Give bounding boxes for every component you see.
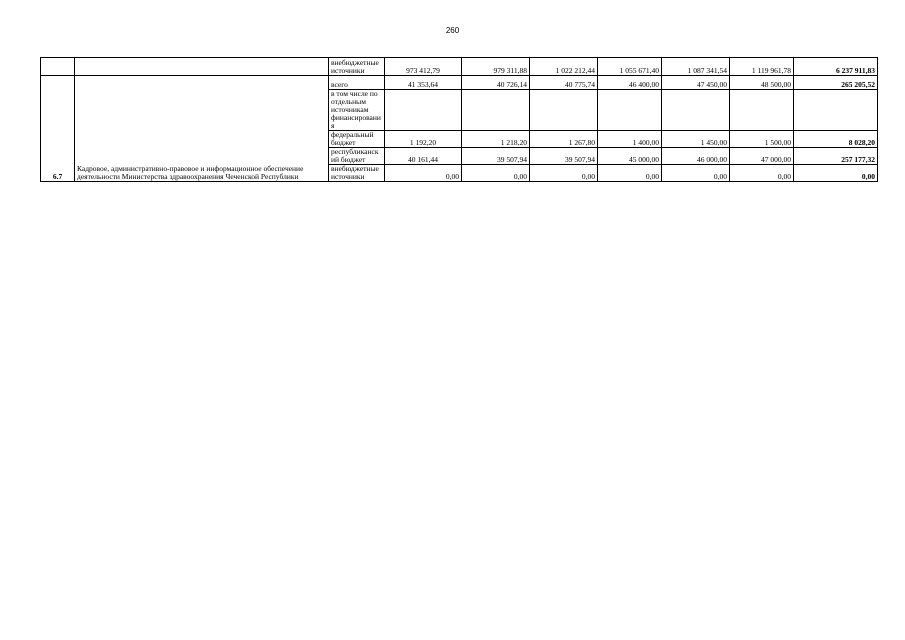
item-number-cell: 6.7 (41, 76, 75, 182)
total-cell: 265 205,52 (794, 76, 878, 90)
value-cell: 973 412,79 (385, 58, 462, 76)
value-cell: 1 500,00 (730, 131, 794, 148)
value-cell: 1 022 212,44 (530, 58, 598, 76)
value-cell: 0,00 (598, 165, 662, 182)
total-cell: 6 237 911,83 (794, 58, 878, 76)
value-cell: 979 311,88 (462, 58, 530, 76)
value-cell: 40 161,44 (385, 148, 462, 165)
value-cell: 0,00 (730, 165, 794, 182)
value-cell: 47 000,00 (730, 148, 794, 165)
value-cell: 40 726,14 (462, 76, 530, 90)
page-number: 260 (445, 26, 460, 35)
value-cell: 1 267,80 (530, 131, 598, 148)
item-name-cell: Кадровое, административно-правовое и информационное обеспечение деятельности Министерства здравоохранения Чеченской Республики (75, 76, 329, 182)
value-cell: 0,00 (385, 165, 462, 182)
funding-source-cell: внебюджетные источники (329, 165, 385, 182)
value-cell: 40 775,74 (530, 76, 598, 90)
value-cell: 41 353,64 (385, 76, 462, 90)
total-cell: 8 028,20 (794, 131, 878, 148)
value-cell: 1 218,20 (462, 131, 530, 148)
value-cell: 46 000,00 (662, 148, 730, 165)
value-cell: 0,00 (662, 165, 730, 182)
total-cell: 257 177,32 (794, 148, 878, 165)
value-cell: 0,00 (462, 165, 530, 182)
value-cell: 1 119 961,78 (730, 58, 794, 76)
funding-source-cell: всего (329, 76, 385, 90)
value-cell: 39 507,94 (462, 148, 530, 165)
total-cell (794, 90, 878, 131)
value-cell (530, 90, 598, 131)
funding-source-cell: внебюджетные источники (329, 58, 385, 76)
value-cell (662, 90, 730, 131)
value-cell: 39 507,94 (530, 148, 598, 165)
funding-source-cell: федеральный бюджет (329, 131, 385, 148)
item-number-cell (41, 58, 75, 76)
value-cell (385, 90, 462, 131)
value-cell: 1 400,00 (598, 131, 662, 148)
value-cell: 1 087 341,54 (662, 58, 730, 76)
value-cell: 1 450,00 (662, 131, 730, 148)
total-cell: 0,00 (794, 165, 878, 182)
value-cell: 1 055 671,40 (598, 58, 662, 76)
table-row (41, 58, 878, 76)
value-cell: 46 400,00 (598, 76, 662, 90)
funding-source-cell: республиканский бюджет (329, 148, 385, 165)
value-cell (462, 90, 530, 131)
value-cell: 0,00 (530, 165, 598, 182)
value-cell: 1 192,20 (385, 131, 462, 148)
value-cell: 48 500,00 (730, 76, 794, 90)
funding-source-cell: в том числе по отдельным источникам финансирования (329, 90, 385, 131)
value-cell: 47 450,00 (662, 76, 730, 90)
table-row (41, 76, 878, 90)
value-cell (730, 90, 794, 131)
value-cell: 45 000,00 (598, 148, 662, 165)
value-cell (598, 90, 662, 131)
item-name-cell (75, 58, 329, 76)
budget-table (40, 57, 878, 182)
